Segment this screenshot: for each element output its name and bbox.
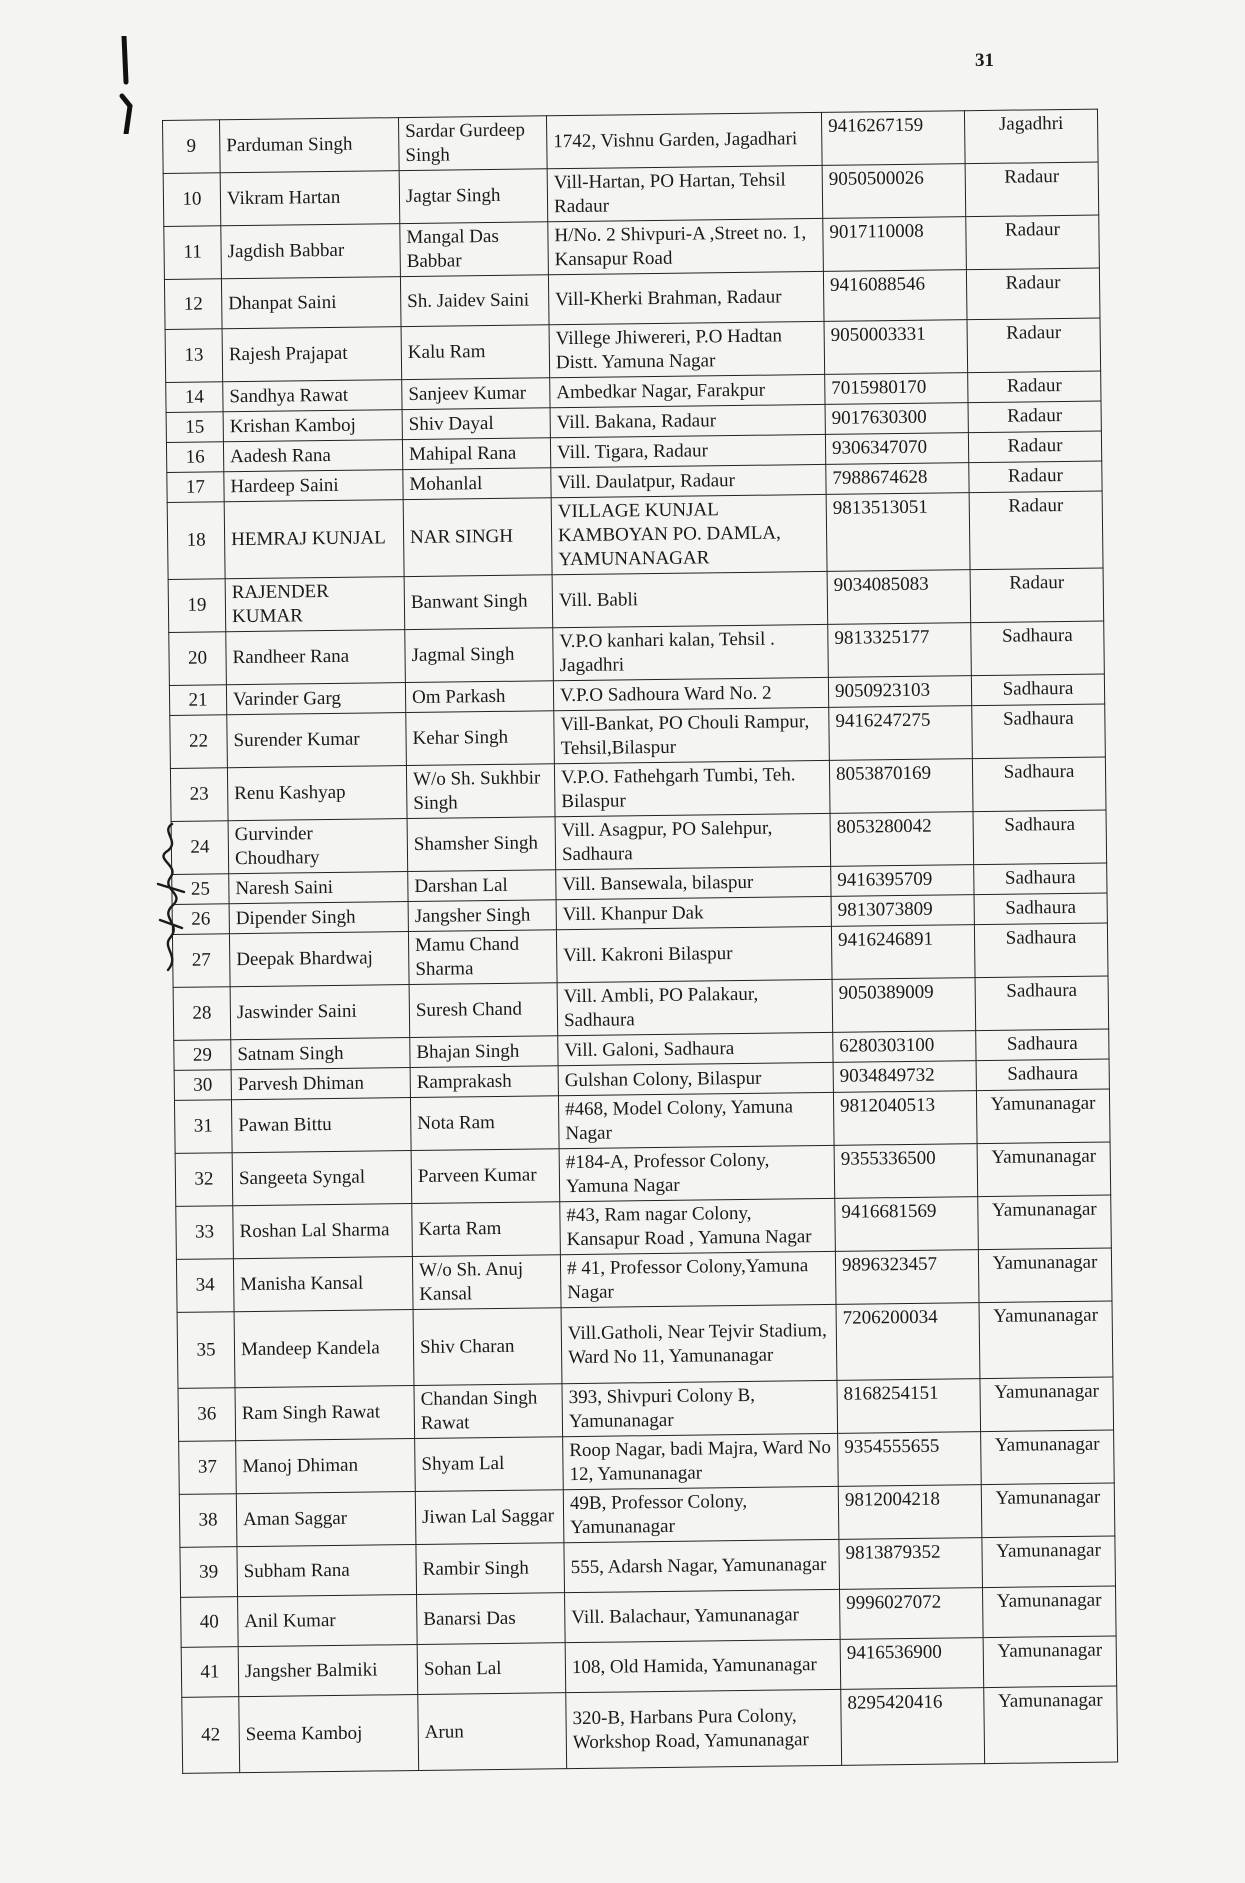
block-cell: Sadhaura <box>976 1029 1109 1061</box>
address-cell: 393, Shivpuri Colony B, Yamunanagar <box>562 1380 838 1436</box>
serial-number-cell: 34 <box>176 1259 234 1313</box>
mobile-cell: 7206200034 <box>836 1303 980 1381</box>
mobile-cell: 9355336500 <box>834 1144 978 1199</box>
block-cell: Sadhaura <box>972 757 1106 812</box>
name-cell: Dhanpat Saini <box>221 277 401 329</box>
name-cell: Vikram Hartan <box>220 171 400 226</box>
name-cell: RAJENDER KUMAR <box>225 577 405 632</box>
block-cell: Radaur <box>970 568 1104 623</box>
block-cell: Radaur <box>965 162 1099 217</box>
block-cell: Yamunanagar <box>979 1301 1113 1379</box>
serial-number-cell: 22 <box>170 715 228 769</box>
name-cell: Aman Saggar <box>236 1492 416 1547</box>
block-cell: Yamunanagar <box>983 1636 1117 1688</box>
name-cell: Jaswinder Saini <box>230 985 410 1040</box>
name-cell: Randheer Rana <box>226 630 406 685</box>
father-name-cell: Bhajan Singh <box>410 1036 558 1068</box>
serial-number-cell: 28 <box>173 987 231 1041</box>
serial-number-cell: 25 <box>172 874 229 905</box>
table-row <box>167 491 1103 579</box>
serial-number-cell: 11 <box>164 226 222 280</box>
block-cell: Radaur <box>968 401 1101 433</box>
name-cell: Renu Kashyap <box>227 766 407 821</box>
mobile-cell: 9813513051 <box>826 493 970 572</box>
serial-number-cell: 18 <box>167 502 225 580</box>
serial-number-cell: 10 <box>163 173 221 227</box>
name-cell: Manoj Dhiman <box>236 1439 416 1494</box>
address-cell: Vill. Bansewala, bilaspur <box>556 866 831 899</box>
block-cell: Sadhaura <box>974 863 1107 895</box>
father-name-cell: Sanjeev Kumar <box>402 378 550 410</box>
block-cell: Yamunanagar <box>982 1586 1116 1638</box>
name-cell: Varinder Garg <box>226 683 405 715</box>
father-name-cell: Kalu Ram <box>401 325 550 380</box>
address-cell: VILLAGE KUNJAL KAMBOYAN PO. DAMLA, YAMUNANAGAR <box>551 494 827 574</box>
address-cell: Vill. Ambli, PO Palakaur, Sadhaura <box>557 979 833 1035</box>
address-cell: Vill-Bankat, PO Chouli Rampur, Tehsil,Bilaspur <box>554 707 830 763</box>
father-name-cell: Jiwan Lal Saggar <box>415 1490 564 1545</box>
mobile-cell: 9034849732 <box>833 1061 976 1093</box>
mobile-cell: 9896323457 <box>835 1250 979 1305</box>
serial-number-cell: 32 <box>175 1153 233 1207</box>
serial-number-cell: 24 <box>171 821 229 875</box>
mobile-cell: 9813073809 <box>831 895 974 927</box>
block-cell: Yamunanagar <box>981 1430 1115 1485</box>
father-name-cell: Mamu Chand Sharma <box>408 930 557 985</box>
block-cell: Radaur <box>969 491 1103 570</box>
father-name-cell: Kehar Singh <box>406 711 555 766</box>
father-name-cell: Sh. Jaidev Saini <box>400 275 549 327</box>
name-cell: Surender Kumar <box>227 713 407 768</box>
block-cell: Radaur <box>966 268 1100 320</box>
block-cell: Radaur <box>968 371 1101 403</box>
mobile-cell: 9416088546 <box>823 270 967 322</box>
father-name-cell: Shyam Lal <box>415 1437 564 1492</box>
block-cell: Yamunanagar <box>984 1686 1118 1764</box>
table-row <box>182 1686 1118 1773</box>
serial-number-cell: 20 <box>169 632 227 686</box>
name-cell: Naresh Saini <box>229 872 408 904</box>
address-cell: Roop Nagar, badi Majra, Ward No 12, Yamunanagar <box>563 1433 839 1489</box>
block-cell: Yamunanagar <box>976 1089 1110 1144</box>
block-cell: Sadhaura <box>973 810 1107 865</box>
mobile-cell: 9416395709 <box>831 865 974 897</box>
block-cell: Sadhaura <box>971 621 1105 676</box>
mobile-cell: 8053280042 <box>830 812 974 867</box>
block-cell: Radaur <box>966 215 1100 270</box>
mobile-cell: 9813325177 <box>828 623 972 678</box>
father-name-cell: Mahipal Rana <box>402 438 550 470</box>
mobile-cell: 9050389009 <box>832 978 976 1033</box>
address-cell: #43, Ram nagar Colony, Kansapur Road , Yamuna Nagar <box>560 1198 836 1254</box>
name-cell: Deepak Bhardwaj <box>229 932 409 987</box>
mobile-cell: 9812004218 <box>838 1485 982 1540</box>
name-cell: Anil Kumar <box>238 1595 418 1647</box>
serial-number-cell: 19 <box>168 579 226 633</box>
address-cell: Vill. Balachaur, Yamunanagar <box>565 1589 841 1642</box>
name-cell: Krishan Kamboj <box>223 410 402 442</box>
name-cell: Parvesh Dhiman <box>231 1068 410 1100</box>
address-cell: #468, Model Colony, Yamuna Nagar <box>558 1092 834 1148</box>
serial-number-cell: 33 <box>176 1206 234 1260</box>
address-cell: V.P.O. Fathehgarh Tumbi, Teh. Bilaspur <box>554 760 830 816</box>
address-cell: 1742, Vishnu Garden, Jagadhari <box>546 112 822 168</box>
father-name-cell: Shamsher Singh <box>407 817 556 872</box>
father-name-cell: Suresh Chand <box>409 983 558 1038</box>
serial-number-cell: 40 <box>181 1597 239 1648</box>
mobile-cell: 9812040513 <box>833 1091 977 1146</box>
address-cell: Villege Jhiwereri, P.O Hadtan Distt. Yamuna Nagar <box>549 321 825 377</box>
name-cell: Dipender Singh <box>229 902 408 934</box>
father-name-cell: Mohanlal <box>403 468 551 500</box>
serial-number-cell: 29 <box>174 1040 231 1071</box>
father-name-cell: Jagtar Singh <box>399 169 548 224</box>
mobile-cell: 9306347070 <box>825 433 968 465</box>
serial-number-cell: 35 <box>177 1312 235 1389</box>
serial-number-cell: 17 <box>167 472 224 503</box>
name-cell: Aadesh Rana <box>223 440 402 472</box>
mobile-cell: 9996027072 <box>840 1588 984 1640</box>
name-cell: Satnam Singh <box>231 1038 410 1070</box>
address-cell: Vill-Hartan, PO Hartan, Tehsil Radaur <box>547 165 823 221</box>
block-cell: Yamunanagar <box>982 1536 1116 1588</box>
name-cell: Parduman Singh <box>220 118 400 173</box>
father-name-cell: W/o Sh. Sukhbir Singh <box>406 764 555 819</box>
serial-number-cell: 9 <box>163 120 221 174</box>
name-cell: Sangeeta Syngal <box>232 1151 412 1206</box>
father-name-cell: Mangal Das Babbar <box>400 222 549 277</box>
address-cell: V.P.O Sadhoura Ward No. 2 <box>553 677 828 710</box>
block-cell: Sadhaura <box>971 674 1104 706</box>
name-cell: Seema Kamboj <box>239 1694 419 1772</box>
mobile-cell: 7015980170 <box>825 373 968 405</box>
address-cell: 108, Old Hamida, Yamunanagar <box>565 1639 841 1692</box>
mobile-cell: 8295420416 <box>841 1688 985 1766</box>
block-cell: Radaur <box>969 461 1102 493</box>
father-name-cell: W/o Sh. Anuj Kansal <box>412 1255 561 1310</box>
block-cell: Yamunanagar <box>981 1483 1115 1538</box>
serial-number-cell: 13 <box>165 329 223 383</box>
father-name-cell: Shiv Dayal <box>402 408 550 440</box>
address-cell: Vill. Khanpur Dak <box>556 896 831 929</box>
name-cell: Mandeep Kandela <box>234 1310 414 1388</box>
mobile-cell: 9416681569 <box>835 1197 979 1252</box>
mobile-cell: 9416246891 <box>831 925 975 980</box>
address-cell: Vill-Kherki Brahman, Radaur <box>548 271 824 324</box>
father-name-cell: Jangsher Singh <box>408 900 556 932</box>
address-cell: Vill. Bakana, Radaur <box>550 404 825 437</box>
father-name-cell: Darshan Lal <box>408 870 556 902</box>
father-name-cell: Banarsi Das <box>417 1593 566 1645</box>
address-cell: Vill. Galoni, Sadhaura <box>558 1032 833 1065</box>
page-number: 31 <box>975 50 994 71</box>
father-name-cell: Om Parkash <box>405 681 553 713</box>
mobile-cell: 9416267159 <box>821 111 965 166</box>
serial-number-cell: 12 <box>164 279 222 330</box>
name-cell: Jangsher Balmiki <box>238 1644 418 1696</box>
address-cell: 320-B, Harbans Pura Colony, Workshop Road, Yamunanagar <box>566 1689 842 1768</box>
records-table <box>162 109 1118 1774</box>
serial-number-cell: 15 <box>166 412 223 443</box>
name-cell: Pawan Bittu <box>231 1098 411 1153</box>
block-cell: Jagadhri <box>964 109 1098 164</box>
mobile-cell: 7988674628 <box>826 463 969 495</box>
address-cell: Vill. Tigara, Radaur <box>550 434 825 467</box>
block-cell: Sadhaura <box>976 1059 1109 1091</box>
serial-number-cell: 23 <box>170 768 228 822</box>
block-cell: Yamunanagar <box>980 1377 1114 1432</box>
block-cell: Yamunanagar <box>978 1248 1112 1303</box>
scan-edge-mark <box>118 36 134 134</box>
name-cell: Manisha Kansal <box>233 1257 413 1312</box>
address-cell: Vill. Kakroni Bilaspur <box>556 926 832 982</box>
address-cell: V.P.O kanhari kalan, Tehsil . Jagadhri <box>553 624 829 680</box>
father-name-cell: NAR SINGH <box>403 498 552 577</box>
father-name-cell: Shiv Charan <box>413 1308 562 1386</box>
name-cell: Hardeep Saini <box>224 470 403 502</box>
address-cell: 49B, Professor Colony, Yamunanagar <box>563 1486 839 1542</box>
serial-number-cell: 42 <box>182 1697 240 1774</box>
name-cell: Gurvinder Choudhary <box>228 819 408 874</box>
table-row <box>177 1301 1113 1388</box>
father-name-cell: Parveen Kumar <box>411 1149 560 1204</box>
serial-number-cell: 16 <box>166 442 223 473</box>
father-name-cell: Nota Ram <box>410 1096 559 1151</box>
block-cell: Yamunanagar <box>978 1195 1112 1250</box>
mobile-cell: 8053870169 <box>829 759 973 814</box>
serial-number-cell: 27 <box>172 934 230 988</box>
serial-number-cell: 39 <box>180 1547 238 1598</box>
serial-number-cell: 26 <box>172 904 229 935</box>
mobile-cell: 9017110008 <box>823 217 967 272</box>
address-cell: Vill. Babli <box>552 571 828 627</box>
name-cell: Subham Rana <box>237 1545 417 1597</box>
father-name-cell: Rambir Singh <box>416 1543 565 1595</box>
father-name-cell: Sohan Lal <box>417 1643 566 1695</box>
serial-number-cell: 31 <box>174 1100 232 1154</box>
address-cell: # 41, Professor Colony,Yamuna Nagar <box>560 1251 836 1307</box>
address-cell: H/No. 2 Shivpuri-A ,Street no. 1, Kansapur Road <box>548 218 824 274</box>
serial-number-cell: 38 <box>179 1494 237 1548</box>
father-name-cell: Chandan Singh Rawat <box>414 1384 563 1439</box>
block-cell: Sadhaura <box>974 893 1107 925</box>
serial-number-cell: 41 <box>181 1647 239 1698</box>
mobile-cell: 9813879352 <box>839 1538 983 1590</box>
address-cell: 555, Adarsh Nagar, Yamunanagar <box>564 1539 840 1592</box>
serial-number-cell: 37 <box>179 1441 237 1495</box>
serial-number-cell: 30 <box>174 1070 231 1101</box>
name-cell: Rajesh Prajapat <box>222 327 402 382</box>
serial-number-cell: 21 <box>169 685 226 716</box>
block-cell: Sadhaura <box>975 976 1109 1031</box>
name-cell: Jagdish Babbar <box>221 224 401 279</box>
father-name-cell: Banwant Singh <box>404 575 553 630</box>
address-cell: Vill. Asagpur, PO Salehpur, Sadhaura <box>555 813 831 869</box>
father-name-cell: Ramprakash <box>410 1066 558 1098</box>
mobile-cell: 9416247275 <box>829 706 973 761</box>
father-name-cell: Jagmal Singh <box>405 628 554 683</box>
address-cell: Vill. Daulatpur, Radaur <box>551 464 826 497</box>
address-cell: #184-A, Professor Colony, Yamuna Nagar <box>559 1145 835 1201</box>
mobile-cell: 9050003331 <box>824 320 968 375</box>
mobile-cell: 8168254151 <box>837 1379 981 1434</box>
mobile-cell: 9034085083 <box>827 570 971 625</box>
mobile-cell: 9354555655 <box>838 1432 982 1487</box>
records-body <box>163 109 1118 1773</box>
father-name-cell: Sardar Gurdeep Singh <box>398 116 547 171</box>
name-cell: Sandhya Rawat <box>223 380 402 412</box>
mobile-cell: 9416536900 <box>840 1638 984 1690</box>
mobile-cell: 6280303100 <box>833 1031 976 1063</box>
block-cell: Radaur <box>967 318 1101 373</box>
father-name-cell: Arun <box>418 1693 567 1771</box>
address-cell: Vill.Gatholi, Near Tejvir Stadium, Ward No 11, Yamunanagar <box>561 1304 837 1383</box>
address-cell: Gulshan Colony, Bilaspur <box>558 1062 833 1095</box>
serial-number-cell: 36 <box>178 1388 236 1442</box>
mobile-cell: 9050500026 <box>822 164 966 219</box>
block-cell: Sadhaura <box>972 704 1106 759</box>
father-name-cell: Karta Ram <box>412 1202 561 1257</box>
name-cell: Roshan Lal Sharma <box>233 1204 413 1259</box>
name-cell: HEMRAJ KUNJAL <box>224 500 404 579</box>
address-cell: Ambedkar Nagar, Farakpur <box>550 374 825 407</box>
mobile-cell: 9050923103 <box>828 676 971 708</box>
serial-number-cell: 14 <box>166 382 223 413</box>
name-cell: Ram Singh Rawat <box>235 1386 415 1441</box>
mobile-cell: 9017630300 <box>825 403 968 435</box>
block-cell: Sadhaura <box>974 923 1108 978</box>
block-cell: Radaur <box>968 431 1101 463</box>
block-cell: Yamunanagar <box>977 1142 1111 1197</box>
